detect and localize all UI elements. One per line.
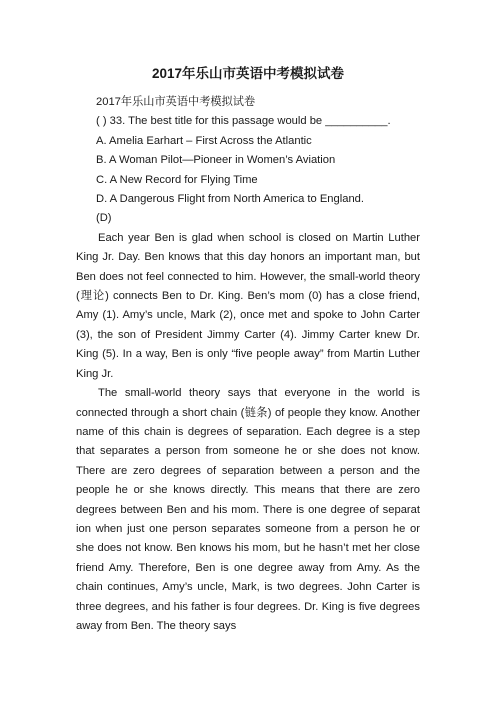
option-d: D. A Dangerous Flight from North America to England. — [96, 193, 365, 206]
paragraph: Each year Ben is glad when school is closed on Martin Luther King Jr. Day. Ben knows that this day honors an important man, but Ben does not feel connected to him. However, the small-world theory (理论) connects Ben to Dr. King. Ben’s mom (0) has a close friend, Amy (1). Amy’s uncle, Mark (2), once met and spoke to John Carter (3), the son of President Jimmy Carter (4). Jimmy Carter knew Dr. King (5). In a way, Ben is only “five people away” from Martin Luther King Jr. — [76, 231, 420, 380]
paragraph: The small-world theory says that everyone in the world is connected through a short chain (链条) of people they know. Another name of this chain is degrees of separation. Each degree is a step that separates a person from someone he or she does not know. There are zero degrees of separation between a person and the people he or she knows directly. This means that there are zero degrees between Ben and his mom. There is one degree of separat ion when just one person separates someone from a person he or she does not know. Ben knows his mom, but he hasn’t met her close friend Amy. Therefore, Ben is one degree away from Amy. As the chain continues, Amy’s uncle, Mark, is two degrees. John Carter is three degrees, and his father is four degrees. Dr. King is five degrees away from Ben. The theory says — [76, 387, 420, 632]
option-b: B. A Woman Pilot—Pioneer in Women’s Aviation — [96, 154, 336, 167]
document-subtitle: 2017年乐山市英语中考模拟试卷 — [96, 96, 256, 108]
document-title: 2017年乐山市英语中考模拟试卷 — [151, 66, 345, 81]
option-c: C. A New Record for Flying Time — [96, 173, 258, 186]
section-label: (D) — [96, 212, 112, 225]
document-body — [76, 93, 420, 636]
question-stem: ( ) 33. The best title for this passage would be __________. — [96, 115, 391, 128]
option-a: A. Amelia Earhart – First Across the Atlantic — [96, 134, 312, 147]
